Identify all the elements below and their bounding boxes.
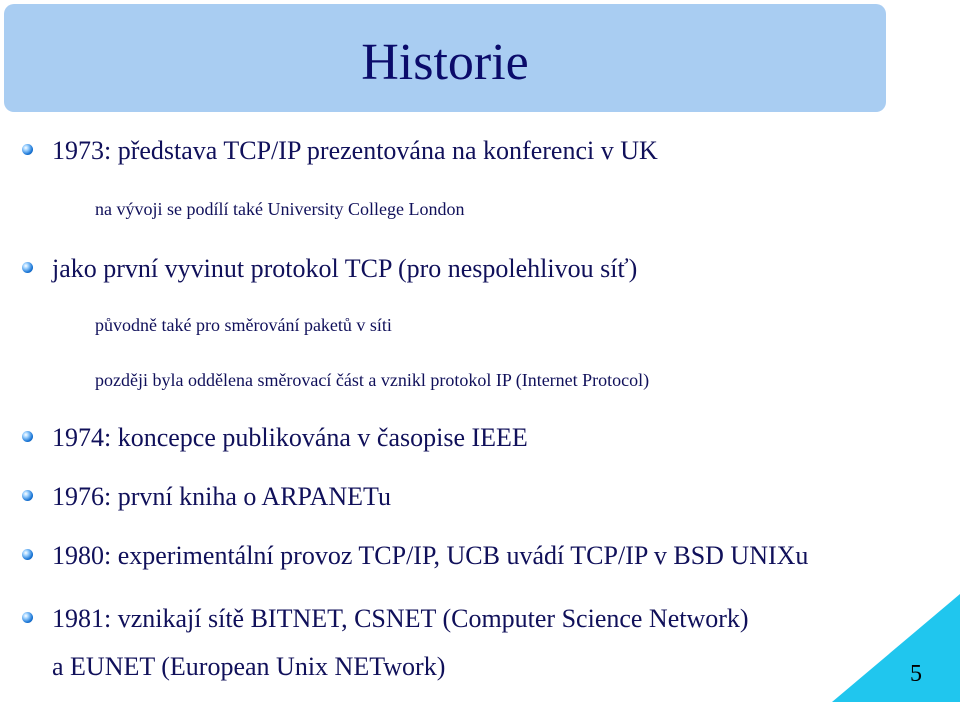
bullet-line-1976: 1976: první kniha o ARPANETu xyxy=(52,482,392,511)
bullet-line-tcp: jako první vyvinut protokol TCP (pro nespolehlivou síť) xyxy=(52,254,638,283)
page-number: 5 xyxy=(910,661,922,687)
sub-line-ip: později byla oddělena směrovací část a vznikl protokol IP (Internet Protocol) xyxy=(95,370,650,390)
bullet-icon xyxy=(22,549,33,560)
sub-line-routing: původně také pro směrování paketů v síti xyxy=(95,315,392,335)
bullet-icon xyxy=(22,431,33,442)
bullet-icon xyxy=(22,490,33,501)
bullet-line-1974: 1974: koncepce publikována v časopise IEEE xyxy=(52,423,528,452)
bullet-line-eunet: a EUNET (European Unix NETwork) xyxy=(52,652,446,681)
corner-decoration xyxy=(832,594,960,702)
bullet-icon xyxy=(22,144,33,155)
slide-title: Historie xyxy=(361,34,529,91)
title-bar xyxy=(4,4,886,112)
sub-line-ucl: na vývoji se podílí také University College London xyxy=(95,199,465,219)
bullet-line-1973: 1973: představa TCP/IP prezentována na konferenci v UK xyxy=(52,136,658,165)
bullet-line-1980: 1980: experimentální provoz TCP/IP, UCB uvádí TCP/IP v BSD UNIXu xyxy=(52,541,809,570)
bullet-icon xyxy=(22,262,33,273)
bullet-line-1981: 1981: vznikají sítě BITNET, CSNET (Computer Science Network) xyxy=(52,604,749,633)
bullet-icon xyxy=(22,612,33,623)
